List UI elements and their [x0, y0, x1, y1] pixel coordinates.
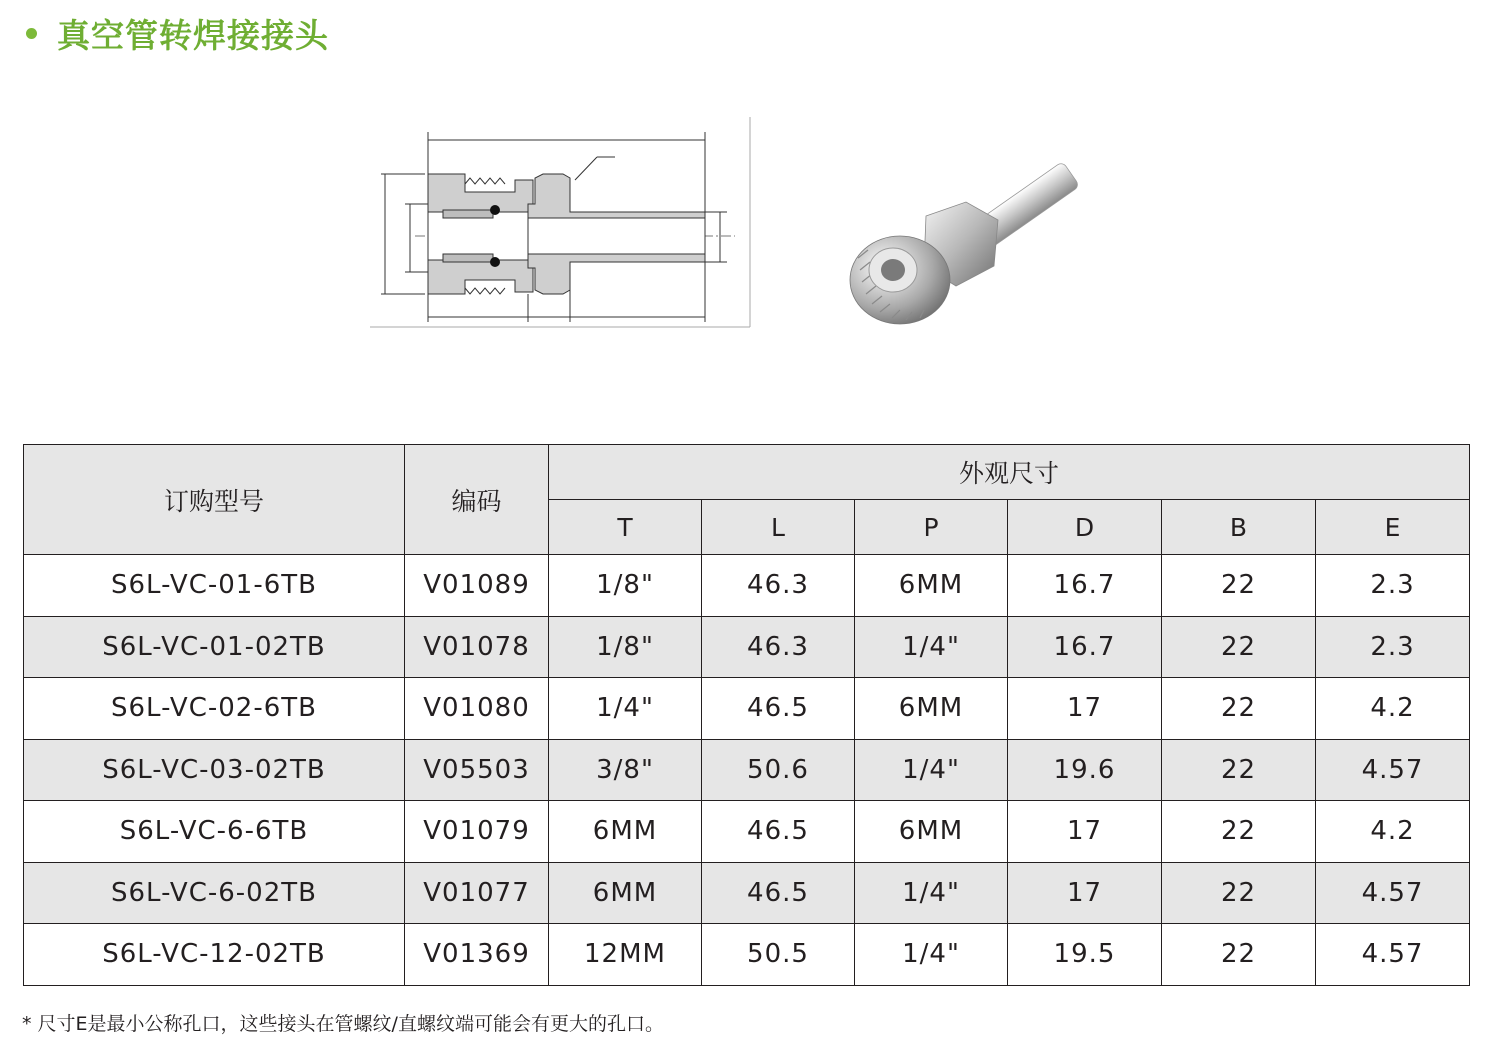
cell-e: 4.57 — [1316, 739, 1470, 801]
cell-d: 17 — [1008, 678, 1162, 740]
cell-code: V05503 — [405, 739, 549, 801]
fitting-photo — [838, 138, 1088, 338]
cell-d: 16.7 — [1008, 555, 1162, 617]
cell-code: V01089 — [405, 555, 549, 617]
cell-t: 1/8" — [549, 555, 702, 617]
cell-b: 22 — [1162, 862, 1316, 924]
header-model: 订购型号 — [24, 445, 405, 555]
cell-model: S6L-VC-6-02TB — [24, 862, 405, 924]
header-b: B — [1162, 500, 1316, 555]
cell-l: 46.5 — [702, 678, 855, 740]
cell-d: 19.6 — [1008, 739, 1162, 801]
table-row — [24, 616, 1470, 678]
cell-d: 17 — [1008, 801, 1162, 863]
cell-e: 4.2 — [1316, 801, 1470, 863]
cell-p: 1/4" — [855, 616, 1008, 678]
cell-d: 17 — [1008, 862, 1162, 924]
cell-p: 6MM — [855, 555, 1008, 617]
cell-b: 22 — [1162, 616, 1316, 678]
cell-p: 6MM — [855, 678, 1008, 740]
cell-t: 3/8" — [549, 739, 702, 801]
table-row — [24, 739, 1470, 801]
page-title: 真空管转焊接接头 — [57, 15, 329, 55]
page-header — [20, 10, 329, 56]
cell-model: S6L-VC-02-6TB — [24, 678, 405, 740]
table-body — [24, 555, 1470, 986]
table-row — [24, 862, 1470, 924]
cell-e: 4.2 — [1316, 678, 1470, 740]
cell-l: 50.5 — [702, 924, 855, 986]
cell-p: 1/4" — [855, 862, 1008, 924]
cell-d: 16.7 — [1008, 616, 1162, 678]
cell-b: 22 — [1162, 924, 1316, 986]
cell-t: 6MM — [549, 862, 702, 924]
cell-model: S6L-VC-01-6TB — [24, 555, 405, 617]
table-row — [24, 924, 1470, 986]
cell-d: 19.5 — [1008, 924, 1162, 986]
cell-code: V01079 — [405, 801, 549, 863]
table-header-row — [24, 445, 1470, 500]
table-row — [24, 801, 1470, 863]
cell-code: V01077 — [405, 862, 549, 924]
table-row — [24, 555, 1470, 617]
spec-table — [23, 444, 1470, 986]
cell-e: 4.57 — [1316, 862, 1470, 924]
cell-e: 2.3 — [1316, 555, 1470, 617]
cell-model: S6L-VC-01-02TB — [24, 616, 405, 678]
cell-code: V01369 — [405, 924, 549, 986]
cell-model: S6L-VC-03-02TB — [24, 739, 405, 801]
cell-t: 12MM — [549, 924, 702, 986]
header-code: 编码 — [405, 445, 549, 555]
cell-code: V01080 — [405, 678, 549, 740]
cell-b: 22 — [1162, 801, 1316, 863]
cell-e: 4.57 — [1316, 924, 1470, 986]
cell-l: 50.6 — [702, 739, 855, 801]
cell-t: 1/4" — [549, 678, 702, 740]
cell-model: S6L-VC-12-02TB — [24, 924, 405, 986]
header-d: D — [1008, 500, 1162, 555]
header-t: T — [549, 500, 702, 555]
header-dimensions: 外观尺寸 — [549, 445, 1470, 500]
cell-b: 22 — [1162, 555, 1316, 617]
cell-b: 22 — [1162, 739, 1316, 801]
cell-e: 2.3 — [1316, 616, 1470, 678]
header-p: P — [855, 500, 1008, 555]
cell-p: 6MM — [855, 801, 1008, 863]
footnote: * 尺寸E是最小公称孔口，这些接头在管螺纹/直螺纹端可能会有更大的孔口。 — [22, 1013, 664, 1035]
cell-l: 46.3 — [702, 555, 855, 617]
title-bullet-icon — [26, 28, 37, 39]
cell-l: 46.5 — [702, 862, 855, 924]
table-row — [24, 678, 1470, 740]
header-e: E — [1316, 500, 1470, 555]
technical-drawing — [365, 112, 755, 332]
cell-l: 46.3 — [702, 616, 855, 678]
cell-model: S6L-VC-6-6TB — [24, 801, 405, 863]
cell-l: 46.5 — [702, 801, 855, 863]
cell-code: V01078 — [405, 616, 549, 678]
cell-t: 1/8" — [549, 616, 702, 678]
cell-b: 22 — [1162, 678, 1316, 740]
cell-t: 6MM — [549, 801, 702, 863]
cell-p: 1/4" — [855, 739, 1008, 801]
header-l: L — [702, 500, 855, 555]
cell-p: 1/4" — [855, 924, 1008, 986]
